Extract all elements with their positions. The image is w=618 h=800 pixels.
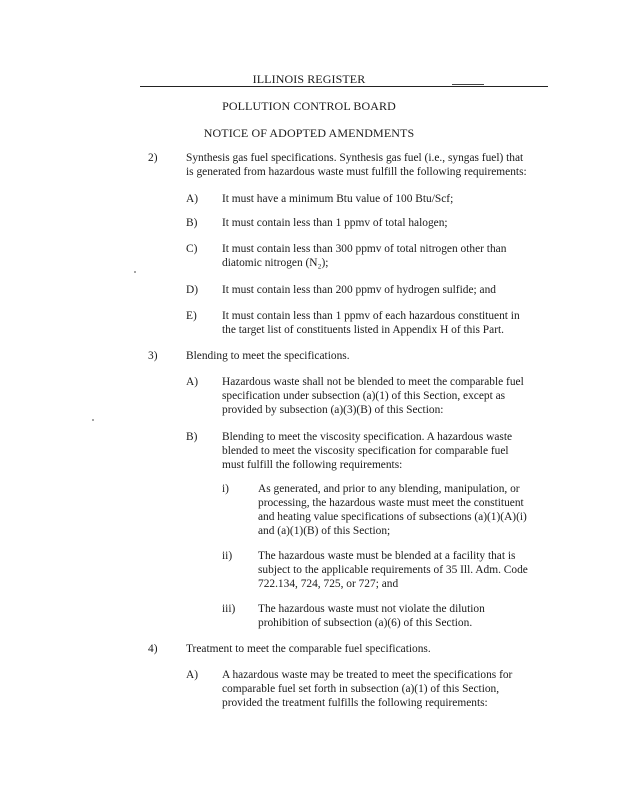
item-3B-line-3: must fulfill the following requirements: [222,459,403,471]
item-3Bii-line-3: 722.134, 724, 725, or 727; and [258,578,399,590]
scan-speck [92,419,94,421]
item-3Bi-line-2: processing, the hazardous waste must meet the constituent [258,497,524,509]
register-title: ILLINOIS REGISTER [252,72,366,86]
item-3Bi-line-1: As generated, and prior to any blending, manipulation, or [258,483,520,495]
item-3Bi-number: i) [222,483,229,495]
item-2A-line-1: It must have a minimum Btu value of 100 Btu/Scf; [222,193,454,205]
item-3A-line-2: specification under subsection (a)(1) of this Section, except as [222,390,506,402]
item-3Biii-line-1: The hazardous waste must not violate the dilution [258,603,485,615]
item-2A-number: A) [186,193,199,205]
item-3Biii-number: iii) [222,603,236,615]
item-4A-line-2: comparable fuel set forth in subsection (a)(1) of this Section, [222,683,500,695]
item-4A-number: A) [186,669,199,681]
item-2E-line-1: It must contain less than 1 ppmv of each hazardous constituent in [222,310,520,322]
item-4-number: 4) [148,643,158,655]
item-2C-number: C) [186,243,198,255]
item-3-line-1: Blending to meet the specifications. [186,350,350,362]
item-2-line-1: Synthesis gas fuel specifications. Synthesis gas fuel (i.e., syngas fuel) that [186,152,524,164]
item-2-line-2: is generated from hazardous waste must fulfill the following requirements: [186,166,527,178]
item-3Bii-line-1: The hazardous waste must be blended at a facility that is [258,550,516,562]
item-3Bii-number: ii) [222,550,233,562]
item-4A-line-3: provided the treatment fulfills the following requirements: [222,697,488,709]
item-2B-line-1: It must contain less than 1 ppmv of total halogen; [222,217,448,229]
item-2D-line-1: It must contain less than 200 ppmv of hydrogen sulfide; and [222,284,496,296]
header-rule-mark [452,84,484,85]
item-2E-line-2: the target list of constituents listed in Appendix H of this Part. [222,324,504,336]
item-3A-number: A) [186,376,199,388]
item-2E-number: E) [186,310,197,322]
item-2D-number: D) [186,284,199,296]
board-title: POLLUTION CONTROL BOARD [222,99,396,113]
item-2B-number: B) [186,217,198,229]
item-3Bi-line-4: and (a)(1)(B) of this Section; [258,525,391,537]
item-3A-line-3: provided by subsection (a)(3)(B) of this Section: [222,404,444,416]
item-3B-line-1: Blending to meet the viscosity specification. A hazardous waste [222,431,513,443]
item-3-number: 3) [148,350,158,362]
item-2C-line-1: It must contain less than 300 ppmv of total nitrogen other than [222,243,507,255]
item-3Bi-line-3: and heating value specifications of subsections (a)(1)(A)(i) [258,511,527,523]
item-2C-line-2: diatomic nitrogen (N₂); [222,257,329,269]
item-2-number: 2) [148,152,158,164]
item-4A-line-1: A hazardous waste may be treated to meet the specifications for [222,669,513,681]
item-3Biii-line-2: prohibition of subsection (a)(6) of this Section. [258,617,473,629]
item-3A-line-1: Hazardous waste shall not be blended to meet the comparable fuel [222,376,524,388]
item-4-line-1: Treatment to meet the comparable fuel specifications. [186,643,431,655]
notice-title: NOTICE OF ADOPTED AMENDMENTS [203,126,415,140]
item-3Bii-line-2: subject to the applicable requirements of 35 Ill. Adm. Code [258,564,528,576]
header-rule [140,86,548,87]
scan-speck [134,271,136,273]
item-3B-line-2: blended to meet the viscosity specification for comparable fuel [222,445,509,457]
item-3B-number: B) [186,431,198,443]
